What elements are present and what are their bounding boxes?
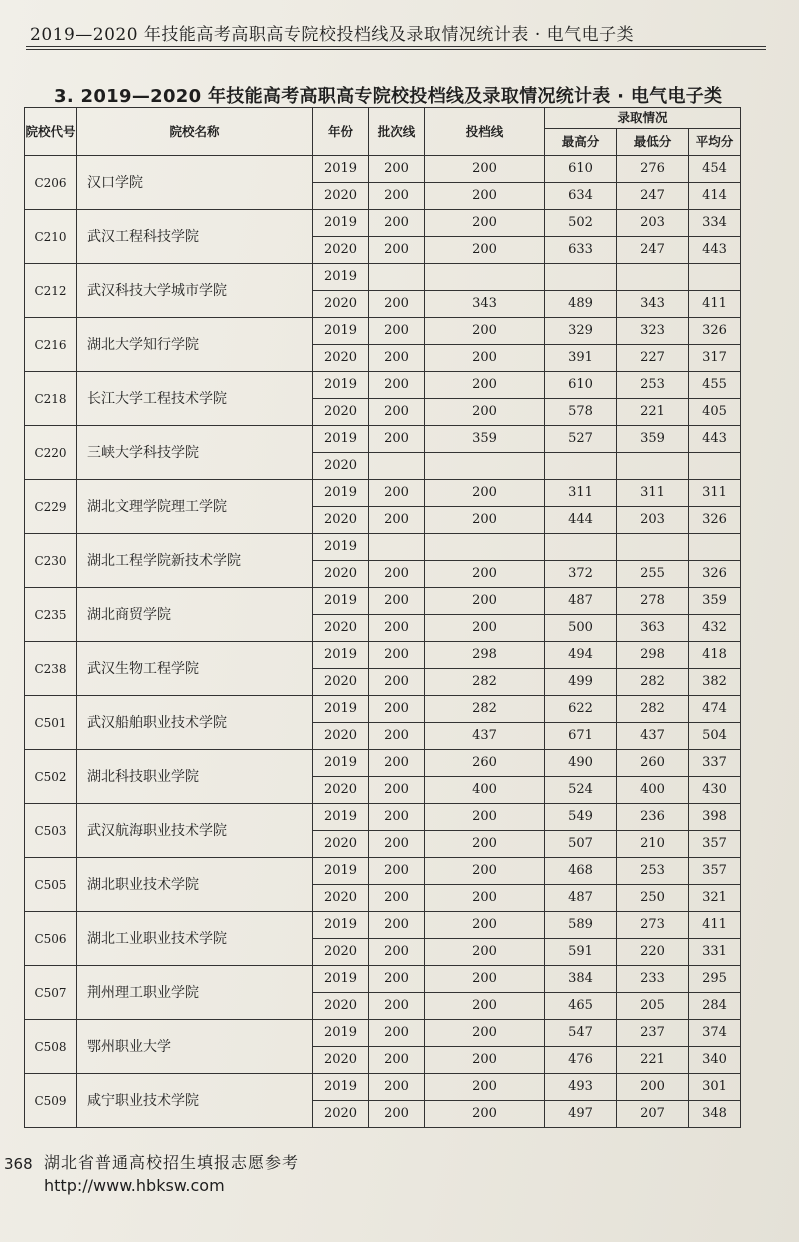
school-name: 鄂州职业大学 (77, 1020, 313, 1074)
header-max: 最高分 (545, 129, 617, 156)
cell-max: 468 (545, 858, 617, 885)
cell-max: 610 (545, 372, 617, 399)
cell-max (545, 264, 617, 291)
cell-avg: 331 (689, 939, 741, 966)
cell-cutoff: 282 (425, 696, 545, 723)
cell-min (617, 534, 689, 561)
cell-avg: 326 (689, 507, 741, 534)
header-code: 院校代号 (25, 108, 77, 156)
school-code: C216 (25, 318, 77, 372)
table-row (25, 1020, 741, 1047)
cell-batch: 200 (369, 750, 425, 777)
cell-batch: 200 (369, 426, 425, 453)
header-rule-double (26, 49, 766, 50)
table-body (25, 156, 741, 1128)
cell-year: 2020 (313, 507, 369, 534)
school-name: 武汉船舶职业技术学院 (77, 696, 313, 750)
school-code: C502 (25, 750, 77, 804)
school-name: 湖北工业职业技术学院 (77, 912, 313, 966)
cell-batch: 200 (369, 723, 425, 750)
cell-year: 2019 (313, 588, 369, 615)
cell-avg: 337 (689, 750, 741, 777)
school-code: C229 (25, 480, 77, 534)
school-code: C508 (25, 1020, 77, 1074)
section-title: 3. 2019—2020 年技能高考高职高专院校投档线及录取情况统计表 · 电气电子类 (54, 86, 723, 107)
cell-min: 207 (617, 1101, 689, 1128)
cell-max: 622 (545, 696, 617, 723)
cell-min: 203 (617, 210, 689, 237)
cell-cutoff (425, 264, 545, 291)
cell-min: 282 (617, 669, 689, 696)
cell-batch: 200 (369, 588, 425, 615)
cell-cutoff: 200 (425, 1074, 545, 1101)
cell-max: 494 (545, 642, 617, 669)
school-name: 湖北工程学院新技术学院 (77, 534, 313, 588)
cell-cutoff: 200 (425, 615, 545, 642)
cell-year: 2019 (313, 642, 369, 669)
school-name: 湖北大学知行学院 (77, 318, 313, 372)
cell-avg: 430 (689, 777, 741, 804)
cell-year: 2019 (313, 696, 369, 723)
cell-batch: 200 (369, 345, 425, 372)
cell-min: 221 (617, 399, 689, 426)
cell-avg: 348 (689, 1101, 741, 1128)
cell-batch: 200 (369, 372, 425, 399)
cell-avg: 398 (689, 804, 741, 831)
cell-max: 476 (545, 1047, 617, 1074)
cell-batch: 200 (369, 399, 425, 426)
cell-avg: 340 (689, 1047, 741, 1074)
cell-batch: 200 (369, 858, 425, 885)
cell-batch (369, 453, 425, 480)
school-code: C220 (25, 426, 77, 480)
cell-max: 633 (545, 237, 617, 264)
cell-max: 507 (545, 831, 617, 858)
cell-cutoff: 200 (425, 210, 545, 237)
cell-cutoff: 437 (425, 723, 545, 750)
cell-max (545, 534, 617, 561)
school-name: 湖北职业技术学院 (77, 858, 313, 912)
cell-cutoff: 200 (425, 858, 545, 885)
cell-min: 250 (617, 885, 689, 912)
cell-year: 2019 (313, 426, 369, 453)
school-name: 长江大学工程技术学院 (77, 372, 313, 426)
cell-avg: 321 (689, 885, 741, 912)
cell-year: 2019 (313, 210, 369, 237)
cell-year: 2020 (313, 993, 369, 1020)
cell-year: 2020 (313, 669, 369, 696)
cell-max: 391 (545, 345, 617, 372)
book-title: 湖北省普通高校招生填报志愿参考 (44, 1153, 300, 1172)
cell-cutoff: 200 (425, 480, 545, 507)
cell-max (545, 453, 617, 480)
cell-min: 247 (617, 237, 689, 264)
cell-cutoff: 200 (425, 183, 545, 210)
cell-year: 2020 (313, 453, 369, 480)
cell-max: 524 (545, 777, 617, 804)
cell-batch: 200 (369, 642, 425, 669)
cell-avg: 317 (689, 345, 741, 372)
cell-max: 547 (545, 1020, 617, 1047)
school-name: 湖北文理学院理工学院 (77, 480, 313, 534)
table-row (25, 966, 741, 993)
school-code: C210 (25, 210, 77, 264)
table-row (25, 372, 741, 399)
table-row (25, 156, 741, 183)
cell-avg: 284 (689, 993, 741, 1020)
cell-avg: 411 (689, 291, 741, 318)
cell-min: 343 (617, 291, 689, 318)
cell-min: 255 (617, 561, 689, 588)
table-row (25, 480, 741, 507)
cell-min: 247 (617, 183, 689, 210)
running-head: 2019—2020 年技能高考高职高专院校投档线及录取情况统计表 · 电气电子类 (30, 25, 635, 45)
cell-year: 2020 (313, 183, 369, 210)
cell-cutoff: 200 (425, 966, 545, 993)
cell-avg: 295 (689, 966, 741, 993)
website-url: http://www.hbksw.com (44, 1176, 225, 1195)
school-code: C501 (25, 696, 77, 750)
header-avg: 平均分 (689, 129, 741, 156)
cell-cutoff: 200 (425, 804, 545, 831)
cell-cutoff: 200 (425, 372, 545, 399)
cell-batch: 200 (369, 669, 425, 696)
table-row (25, 426, 741, 453)
cell-cutoff: 200 (425, 561, 545, 588)
cell-cutoff: 200 (425, 1020, 545, 1047)
cell-cutoff: 200 (425, 318, 545, 345)
cell-max: 591 (545, 939, 617, 966)
school-code: C506 (25, 912, 77, 966)
school-name: 武汉航海职业技术学院 (77, 804, 313, 858)
school-name: 汉口学院 (77, 156, 313, 210)
cell-min: 278 (617, 588, 689, 615)
cell-cutoff: 343 (425, 291, 545, 318)
cell-min: 311 (617, 480, 689, 507)
cell-batch: 200 (369, 1074, 425, 1101)
cell-year: 2020 (313, 561, 369, 588)
cell-min: 260 (617, 750, 689, 777)
cell-year: 2020 (313, 939, 369, 966)
cell-max: 444 (545, 507, 617, 534)
school-name: 湖北商贸学院 (77, 588, 313, 642)
cell-avg: 414 (689, 183, 741, 210)
cell-batch: 200 (369, 480, 425, 507)
cell-min: 205 (617, 993, 689, 1020)
cell-year: 2020 (313, 615, 369, 642)
table-row (25, 750, 741, 777)
cell-batch: 200 (369, 885, 425, 912)
cell-max: 311 (545, 480, 617, 507)
header-cutoff: 投档线 (425, 108, 545, 156)
school-name: 湖北科技职业学院 (77, 750, 313, 804)
cell-min: 237 (617, 1020, 689, 1047)
cell-avg: 432 (689, 615, 741, 642)
cell-max: 500 (545, 615, 617, 642)
header-rule (26, 46, 766, 47)
cell-max: 497 (545, 1101, 617, 1128)
cell-batch: 200 (369, 804, 425, 831)
cell-batch: 200 (369, 993, 425, 1020)
school-name: 武汉生物工程学院 (77, 642, 313, 696)
header-admission-group: 录取情况 (545, 108, 741, 129)
cell-min (617, 453, 689, 480)
cell-min: 253 (617, 372, 689, 399)
cell-avg: 443 (689, 426, 741, 453)
cell-year: 2019 (313, 534, 369, 561)
cell-min: 359 (617, 426, 689, 453)
cell-min: 203 (617, 507, 689, 534)
admission-stats-table (24, 107, 741, 1128)
cell-cutoff: 200 (425, 237, 545, 264)
cell-max: 578 (545, 399, 617, 426)
cell-max: 384 (545, 966, 617, 993)
table-row (25, 264, 741, 291)
cell-max: 490 (545, 750, 617, 777)
cell-cutoff: 200 (425, 1101, 545, 1128)
cell-year: 2019 (313, 264, 369, 291)
school-name: 三峡大学科技学院 (77, 426, 313, 480)
cell-max: 465 (545, 993, 617, 1020)
cell-batch: 200 (369, 966, 425, 993)
cell-min: 276 (617, 156, 689, 183)
school-code: C230 (25, 534, 77, 588)
cell-min: 282 (617, 696, 689, 723)
school-name: 咸宁职业技术学院 (77, 1074, 313, 1128)
cell-avg: 374 (689, 1020, 741, 1047)
cell-batch (369, 534, 425, 561)
cell-avg (689, 534, 741, 561)
cell-min: 323 (617, 318, 689, 345)
table-row (25, 642, 741, 669)
table-row (25, 588, 741, 615)
cell-batch (369, 264, 425, 291)
table-row (25, 696, 741, 723)
table-row (25, 1074, 741, 1101)
cell-min: 227 (617, 345, 689, 372)
cell-batch: 200 (369, 1020, 425, 1047)
cell-max: 549 (545, 804, 617, 831)
cell-avg: 405 (689, 399, 741, 426)
table-row (25, 210, 741, 237)
cell-min: 363 (617, 615, 689, 642)
cell-cutoff: 298 (425, 642, 545, 669)
cell-batch: 200 (369, 696, 425, 723)
cell-year: 2020 (313, 723, 369, 750)
cell-avg: 359 (689, 588, 741, 615)
cell-max: 671 (545, 723, 617, 750)
cell-year: 2019 (313, 966, 369, 993)
cell-year: 2019 (313, 372, 369, 399)
cell-avg: 411 (689, 912, 741, 939)
cell-year: 2020 (313, 399, 369, 426)
cell-year: 2019 (313, 858, 369, 885)
cell-avg: 301 (689, 1074, 741, 1101)
cell-cutoff: 359 (425, 426, 545, 453)
cell-cutoff: 282 (425, 669, 545, 696)
cell-avg: 334 (689, 210, 741, 237)
table-row (25, 534, 741, 561)
cell-year: 2019 (313, 912, 369, 939)
cell-avg: 357 (689, 831, 741, 858)
cell-max: 489 (545, 291, 617, 318)
cell-cutoff: 200 (425, 912, 545, 939)
cell-batch: 200 (369, 156, 425, 183)
cell-year: 2020 (313, 831, 369, 858)
cell-year: 2019 (313, 804, 369, 831)
cell-min: 273 (617, 912, 689, 939)
cell-batch: 200 (369, 507, 425, 534)
cell-year: 2020 (313, 291, 369, 318)
cell-batch: 200 (369, 237, 425, 264)
cell-year: 2019 (313, 1020, 369, 1047)
cell-min: 236 (617, 804, 689, 831)
cell-min: 220 (617, 939, 689, 966)
table-row (25, 318, 741, 345)
cell-max: 372 (545, 561, 617, 588)
cell-batch: 200 (369, 777, 425, 804)
cell-cutoff: 200 (425, 507, 545, 534)
school-code: C509 (25, 1074, 77, 1128)
cell-min: 233 (617, 966, 689, 993)
cell-min: 221 (617, 1047, 689, 1074)
cell-batch: 200 (369, 210, 425, 237)
school-code: C212 (25, 264, 77, 318)
cell-min: 200 (617, 1074, 689, 1101)
school-code: C505 (25, 858, 77, 912)
cell-avg: 455 (689, 372, 741, 399)
cell-cutoff: 200 (425, 885, 545, 912)
cell-year: 2019 (313, 750, 369, 777)
cell-avg: 357 (689, 858, 741, 885)
cell-min: 298 (617, 642, 689, 669)
cell-avg: 326 (689, 561, 741, 588)
cell-max: 610 (545, 156, 617, 183)
cell-cutoff: 200 (425, 345, 545, 372)
cell-year: 2020 (313, 1101, 369, 1128)
cell-max: 527 (545, 426, 617, 453)
cell-min (617, 264, 689, 291)
school-code: C238 (25, 642, 77, 696)
cell-avg: 443 (689, 237, 741, 264)
cell-avg: 474 (689, 696, 741, 723)
cell-year: 2020 (313, 1047, 369, 1074)
cell-min: 210 (617, 831, 689, 858)
cell-batch: 200 (369, 318, 425, 345)
cell-batch: 200 (369, 1047, 425, 1074)
school-name: 武汉工程科技学院 (77, 210, 313, 264)
cell-year: 2020 (313, 345, 369, 372)
cell-avg (689, 264, 741, 291)
cell-cutoff: 200 (425, 831, 545, 858)
cell-batch: 200 (369, 291, 425, 318)
header-batch: 批次线 (369, 108, 425, 156)
school-name: 武汉科技大学城市学院 (77, 264, 313, 318)
school-name: 荆州理工职业学院 (77, 966, 313, 1020)
cell-cutoff: 200 (425, 993, 545, 1020)
cell-year: 2019 (313, 480, 369, 507)
cell-batch: 200 (369, 831, 425, 858)
cell-max: 499 (545, 669, 617, 696)
cell-max: 329 (545, 318, 617, 345)
cell-min: 253 (617, 858, 689, 885)
header-name: 院校名称 (77, 108, 313, 156)
cell-avg (689, 453, 741, 480)
header-min: 最低分 (617, 129, 689, 156)
page-number: 368 (4, 1155, 33, 1173)
cell-max: 589 (545, 912, 617, 939)
cell-min: 400 (617, 777, 689, 804)
cell-cutoff: 400 (425, 777, 545, 804)
cell-batch: 200 (369, 615, 425, 642)
table-row (25, 912, 741, 939)
cell-batch: 200 (369, 183, 425, 210)
school-code: C503 (25, 804, 77, 858)
cell-year: 2019 (313, 318, 369, 345)
school-code: C218 (25, 372, 77, 426)
cell-year: 2020 (313, 237, 369, 264)
table-row (25, 804, 741, 831)
cell-avg: 326 (689, 318, 741, 345)
cell-cutoff: 200 (425, 156, 545, 183)
cell-max: 487 (545, 885, 617, 912)
cell-cutoff: 200 (425, 588, 545, 615)
cell-cutoff: 200 (425, 399, 545, 426)
cell-cutoff (425, 534, 545, 561)
cell-cutoff (425, 453, 545, 480)
cell-avg: 311 (689, 480, 741, 507)
header-year: 年份 (313, 108, 369, 156)
cell-cutoff: 260 (425, 750, 545, 777)
cell-avg: 504 (689, 723, 741, 750)
cell-batch: 200 (369, 561, 425, 588)
cell-year: 2020 (313, 885, 369, 912)
cell-batch: 200 (369, 912, 425, 939)
cell-batch: 200 (369, 939, 425, 966)
cell-cutoff: 200 (425, 939, 545, 966)
cell-year: 2019 (313, 1074, 369, 1101)
cell-avg: 382 (689, 669, 741, 696)
cell-min: 437 (617, 723, 689, 750)
cell-batch: 200 (369, 1101, 425, 1128)
cell-max: 502 (545, 210, 617, 237)
school-code: C235 (25, 588, 77, 642)
table-row (25, 858, 741, 885)
cell-avg: 418 (689, 642, 741, 669)
cell-cutoff: 200 (425, 1047, 545, 1074)
school-code: C507 (25, 966, 77, 1020)
school-code: C206 (25, 156, 77, 210)
cell-max: 493 (545, 1074, 617, 1101)
cell-year: 2020 (313, 777, 369, 804)
cell-max: 634 (545, 183, 617, 210)
cell-avg: 454 (689, 156, 741, 183)
cell-year: 2019 (313, 156, 369, 183)
cell-max: 487 (545, 588, 617, 615)
